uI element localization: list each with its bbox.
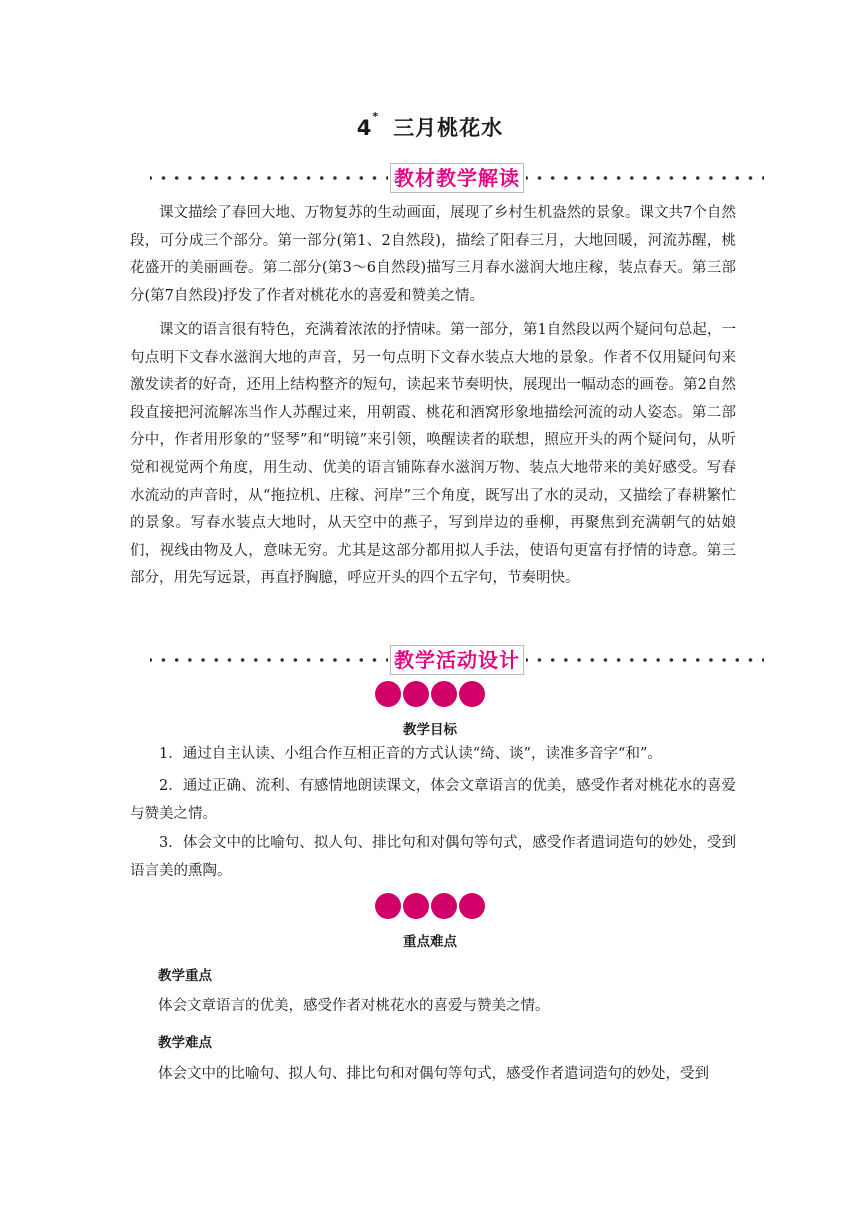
banner-label: 教学活动设计 [390,645,524,675]
goal-item-3: 3．体会文中的比喻句、拟人句、排比句和对偶句等句式，感受作者遣词造句的妙处，受到语言美的熏陶。 [130,835,736,879]
banner-activity-design [150,645,764,675]
dotted-divider [150,657,388,663]
decorative-hearts [0,681,860,707]
lesson-number: 4 [356,116,373,140]
difficulty-heading: 教学难点 [158,1035,212,1051]
focus-text: 体会文章语言的优美，感受作者对桃花水的喜爱与赞美之情。 [158,998,550,1014]
heart-icon [403,893,429,919]
section-label-goals: 教学目标 [403,722,457,738]
difficulty-text: 体会文中的比喻句、拟人句、排比句和对偶句等句式，感受作者遣词造句的妙处，受到 [158,1066,709,1082]
focus-heading: 教学重点 [158,968,212,984]
banner-label: 教材教学解读 [390,163,524,193]
section-label-keypoints: 重点难点 [403,934,457,950]
heart-icon [375,893,401,919]
heart-icon [431,681,457,707]
analysis-paragraph-1: 课文描绘了春回大地、万物复苏的生动画面，展现了乡村生机盎然的景象。课文共7个自然段，可分成三个部分。第一部分(第1、2自然段)，描绘了阳春三月，大地回暖，河流苏醒，桃花盛开的美丽画卷。第二部分(第3～6自然段)描写三月春水滋润大地庄稼，装点春天。第三部分(第7自然段)抒发了作者对桃花水的喜爱和赞美之情。 [130,205,736,304]
lesson-star: * [372,110,380,123]
heart-icon [459,893,485,919]
goal-item-2: 2．通过正确、流利、有感情地朗读课文，体会文章语言的优美，感受作者对桃花水的喜爱与赞美之情。 [130,778,736,822]
lesson-title [0,112,860,142]
decorative-hearts [0,893,860,919]
lesson-name: 三月桃花水 [393,116,504,140]
banner-textbook-interpretation [150,163,764,193]
dotted-divider [526,657,764,663]
heart-icon [375,681,401,707]
heart-icon [431,893,457,919]
heart-icon [459,681,485,707]
analysis-paragraph-2: 课文的语言很有特色，充满着浓浓的抒情味。第一部分，第1自然段以两个疑问句总起，一句点明下文春水滋润大地的声音，另一句点明下文春水装点大地的景象。作者不仅用疑问句来激发读者的好奇，还用上结构整齐的短句，读起来节奏明快，展现出一幅动态的画卷。第2自然段直接把河流解冻当作人苏醒过来，用朝霞、桃花和酒窝形象地描绘河流的动人姿态。第二部分中，作者用形象的“竖琴”和“明镜”来引领，唤醒读者的联想，照应开头的两个疑问句，从听觉和视觉两个角度，用生动、优美的语言铺陈春水滋润万物、装点大地带来的美好感受。写春水流动的声音时，从“拖拉机、庄稼、河岸”三个角度，既写出了水的灵动，又描绘了春耕繁忙的景象。写春水装点大地时，从天空中的燕子，写到岸边的垂柳，再聚焦到充满朝气的姑娘们，视线由物及人，意味无穷。尤其是这部分都用拟人手法，使语句更富有抒情的诗意。第三部分，用先写远景，再直抒胸臆，呼应开头的四个五字句，节奏明快。 [130,322,736,587]
heart-icon [403,681,429,707]
goal-item-1: 1．通过自主认读、小组合作互相正音的方式认读“绮、谈”，读准多音字“和”。 [159,746,662,762]
dotted-divider [526,175,764,181]
dotted-divider [150,175,388,181]
